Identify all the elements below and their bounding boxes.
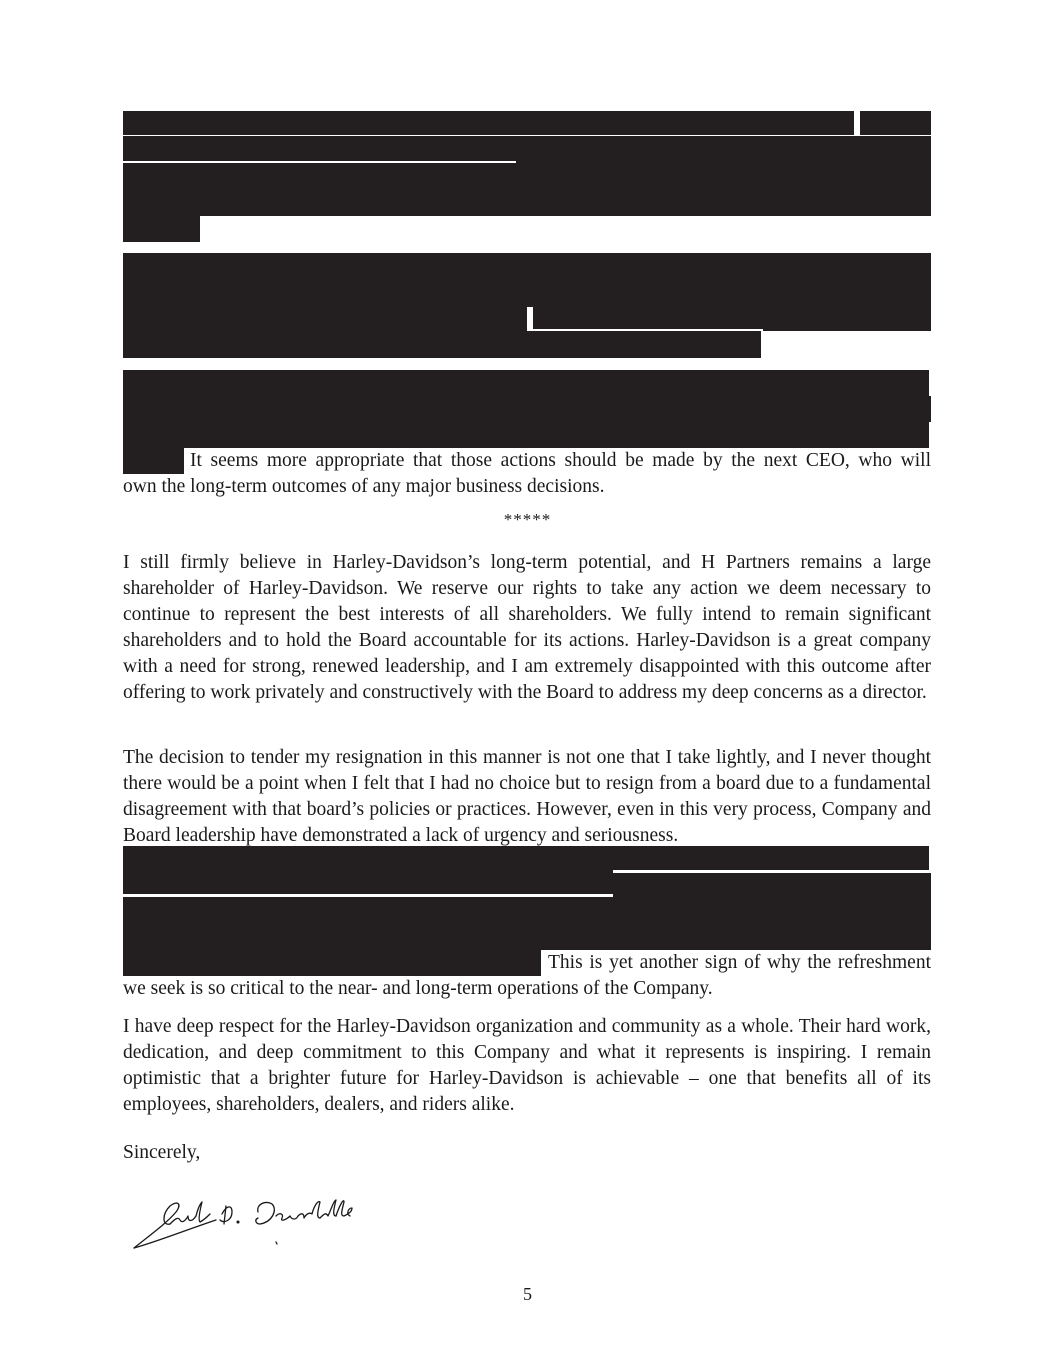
redaction-block: [123, 396, 931, 422]
redaction-block: [123, 950, 541, 976]
closing-salutation: Sincerely,: [123, 1142, 201, 1163]
redaction-block: [533, 307, 931, 329]
redaction-block: [123, 422, 929, 448]
redaction-block: [123, 448, 184, 474]
redaction-block: [123, 253, 931, 307]
redaction-block: [613, 873, 931, 899]
redaction-block: [123, 163, 931, 216]
body-paragraph: I have deep respect for the Harley-Davidson organization and community as a whole. Their hard work, dedication, and deep commitment to this Company and what it represents is inspiring. I remain optimistic that a brighter future for Harley-Davidson is achievable – one that benefits all of its employees, shareholders, dealers, and riders alike.: [123, 1016, 931, 1115]
text-line: This is yet another sign of why the refreshment: [548, 952, 931, 973]
handwritten-signature: [126, 1190, 366, 1262]
body-paragraph: The decision to tender my resignation in this manner is not one that I take lightly, and I never thought there would be a point when I felt that I had no choice but to resign from a board due to a fundamental disagreement with that board’s policies or practices. However, even in this very process, Company and Board leadership have demonstrated a lack of urgency and seriousness.: [123, 747, 931, 846]
redaction-block: [860, 111, 931, 135]
redaction-block: [123, 870, 613, 894]
text-line: we seek is so critical to the near- and long-term operations of the Company.: [123, 978, 713, 999]
text-line: own the long-term outcomes of any major business decisions.: [123, 476, 605, 497]
redaction-block: [123, 370, 929, 396]
redaction-block: [763, 329, 931, 331]
redaction-block: [123, 897, 931, 950]
body-paragraph: I still firmly believe in Harley-Davidson’s long-term potential, and H Partners remains a large shareholder of Harley-Davidson. We reserve our rights to take any action we deem necessary to continue to represent the best interests of all shareholders. We fully intend to remain significant shareholders and to hold the Board accountable for its actions. Harley-Davidson is a great company with a need for strong, renewed leadership, and I am extremely disappointed with this outcome after offering to work privately and constructively with the Board to address my deep concerns as a director.: [123, 552, 931, 703]
redaction-block: [123, 307, 527, 331]
redaction-block: [123, 331, 761, 358]
redaction-block: [123, 846, 929, 870]
section-separator: *****: [503, 510, 552, 529]
text-line: It seems more appropriate that those actions should be made by the next CEO, who will: [190, 450, 931, 471]
redaction-block: [123, 111, 854, 135]
page-number: 5: [523, 1284, 532, 1304]
redaction-block: [123, 216, 200, 242]
redaction-block: [123, 136, 931, 161]
